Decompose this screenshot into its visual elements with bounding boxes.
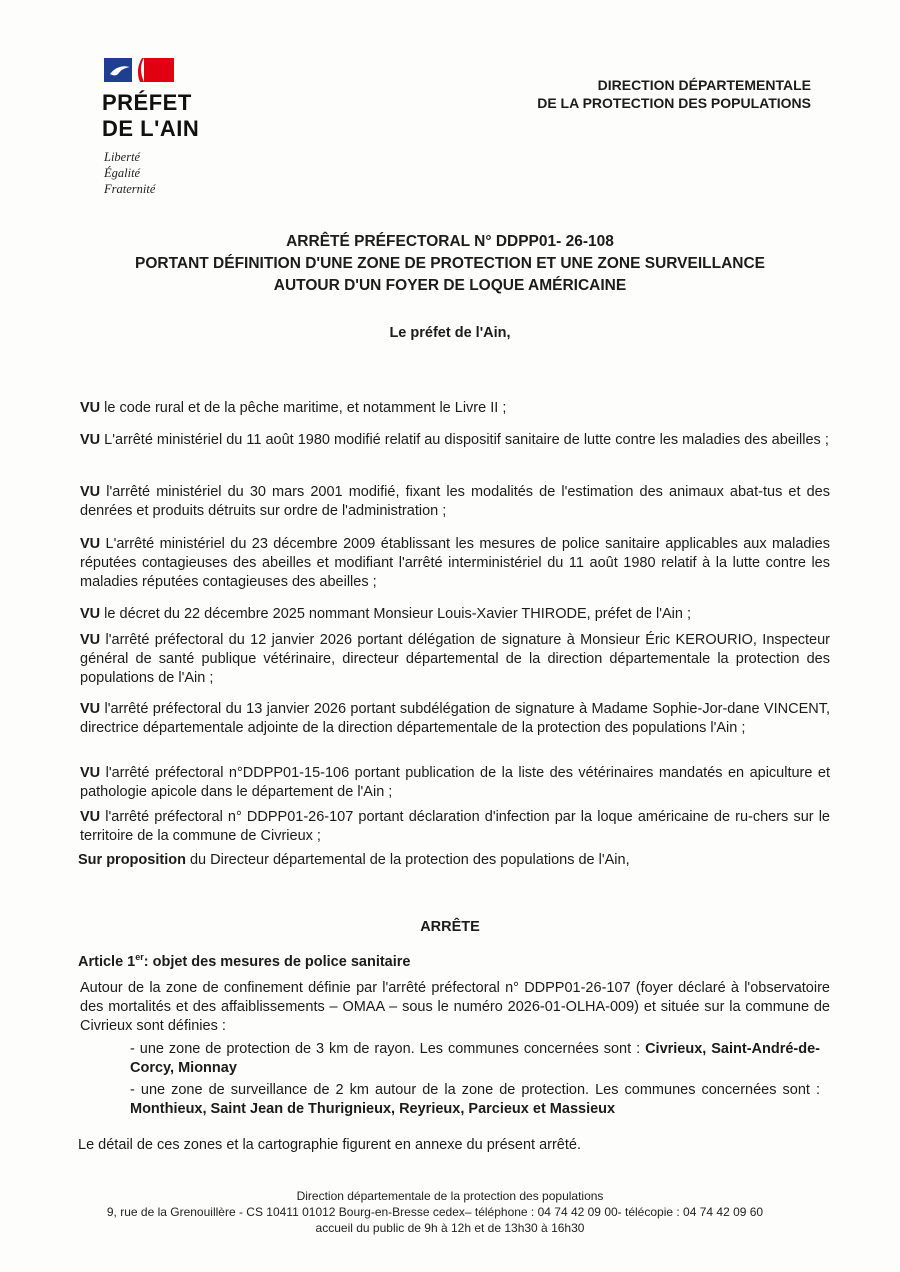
visa-1: VU le code rural et de la pêche maritime, et notamment le Livre II ; (80, 400, 507, 416)
visa-5: VU le décret du 22 décembre 2025 nommant Monsieur Louis-Xavier THIRODE, préfet de l'Ain ; (80, 606, 692, 622)
visa-4: VU L'arrêté ministériel du 23 décembre 2009 établissant les mesures de police sanitaire applicables aux maladies réputées contagieuses des abeilles et modifiant l'arrêté interministériel du 11 août 1980 relatif à la lutte contre les maladies réputées contagieuses des abeilles ; (80, 536, 830, 590)
department-line-2: DE LA PROTECTION DES POPULATIONS (537, 95, 811, 111)
prefet-line: Le préfet de l'Ain, (389, 325, 511, 341)
department-line-1: DIRECTION DÉPARTEMENTALE (597, 77, 811, 93)
department-header (537, 76, 811, 112)
zone-protection-item: - une zone de protection de 3 km de rayon. Les communes concernées sont : Civrieux, Saint-André-de-Corcy, Mionnay (130, 1041, 821, 1076)
footer-line-2: 9, rue de la Grenouillère - CS 10411 01012 Bourg-en-Bresse cedex– téléphone : 04 74 42 09 00- télécopie : 04 74 42 09 60 (106, 1205, 764, 1219)
footer (0, 1188, 900, 1236)
title-line-2: PORTANT DÉFINITION D'UNE ZONE DE PROTECTION ET UNE ZONE SURVEILLANCE (134, 255, 766, 272)
title-line-3: AUTOUR D'UN FOYER DE LOQUE AMÉRICAINE (273, 277, 627, 294)
visa-3: VU l'arrêté ministériel du 30 mars 2001 modifié, fixant les modalités de l'estimation des animaux abat-tus et des denrées et produits détruits sur ordre de l'administration ; (80, 484, 830, 519)
motto-liberte: Liberté (104, 150, 141, 164)
footer-line-1: Direction départementale de la protection des populations (296, 1189, 604, 1203)
article-1-heading: Article 1er: objet des mesures de police sanitaire (78, 952, 411, 970)
motto-egalite: Égalité (104, 166, 141, 180)
visa-2: VU L'arrêté ministériel du 11 août 1980 modifié relatif au dispositif sanitaire de lutte contre les maladies des abeilles ; (80, 432, 829, 448)
title-line-1: ARRÊTÉ PRÉFECTORAL N° DDPP01- 26-108 (286, 233, 614, 250)
visa-8: VU l'arrêté préfectoral n°DDPP01-15-106 portant publication de la liste des vétérinaires mandatés en apiculture et pathologie apicole dans le département de l'Ain ; (80, 765, 830, 800)
republic-logo-flag-icon (104, 58, 174, 82)
visa-6: VU l'arrêté préfectoral du 12 janvier 2026 portant délégation de signature à Monsieur Éric KEROURIO, Inspecteur général de santé publique vétérinaire, directeur départemental de la direction départementale la protection des populations de l'Ain ; (80, 632, 830, 686)
zone-surveillance-item: - une zone de surveillance de 2 km autour de la zone de protection. Les communes concernées sont : Monthieux, Saint Jean de Thurignieux, Reyrieux, Parcieux et Massieux (130, 1082, 820, 1117)
motto-fraternite: Fraternité (104, 182, 156, 196)
article-1-intro: Autour de la zone de confinement définie par l'arrêté préfectoral n° DDPP01-26-107 (foyer déclaré à l'observatoire des mortalités et des affaiblissements – OMAA – sous le numéro 2026-01-OLHA-009) et située sur la commune de Civrieux sont définies : (80, 980, 830, 1034)
logo-prefet-text: PRÉFET (102, 90, 192, 115)
arrete-heading: ARRÊTE (420, 919, 480, 935)
visa-7: VU l'arrêté préfectoral du 13 janvier 2026 portant subdélégation de signature à Madame Sophie-Jor-dane VINCENT, directrice départementale adjointe de la direction départementale de la protection des populations l'Ain ; (80, 701, 830, 736)
document-title (0, 231, 900, 297)
footer-line-3: accueil du public de 9h à 12h et de 13h30 à 16h30 (315, 1221, 585, 1235)
article-1-outro: Le détail de ces zones et la cartographie figurent en annexe du présent arrêté. (78, 1137, 581, 1153)
sur-proposition: Sur proposition du Directeur départemental de la protection des populations de l'Ain, (78, 852, 630, 868)
visa-9: VU l'arrêté préfectoral n° DDPP01-26-107 portant déclaration d'infection par la loque américaine de ru-chers sur le territoire de la commune de Civrieux ; (80, 809, 830, 844)
logo-ain-text: DE L'AIN (102, 116, 200, 141)
